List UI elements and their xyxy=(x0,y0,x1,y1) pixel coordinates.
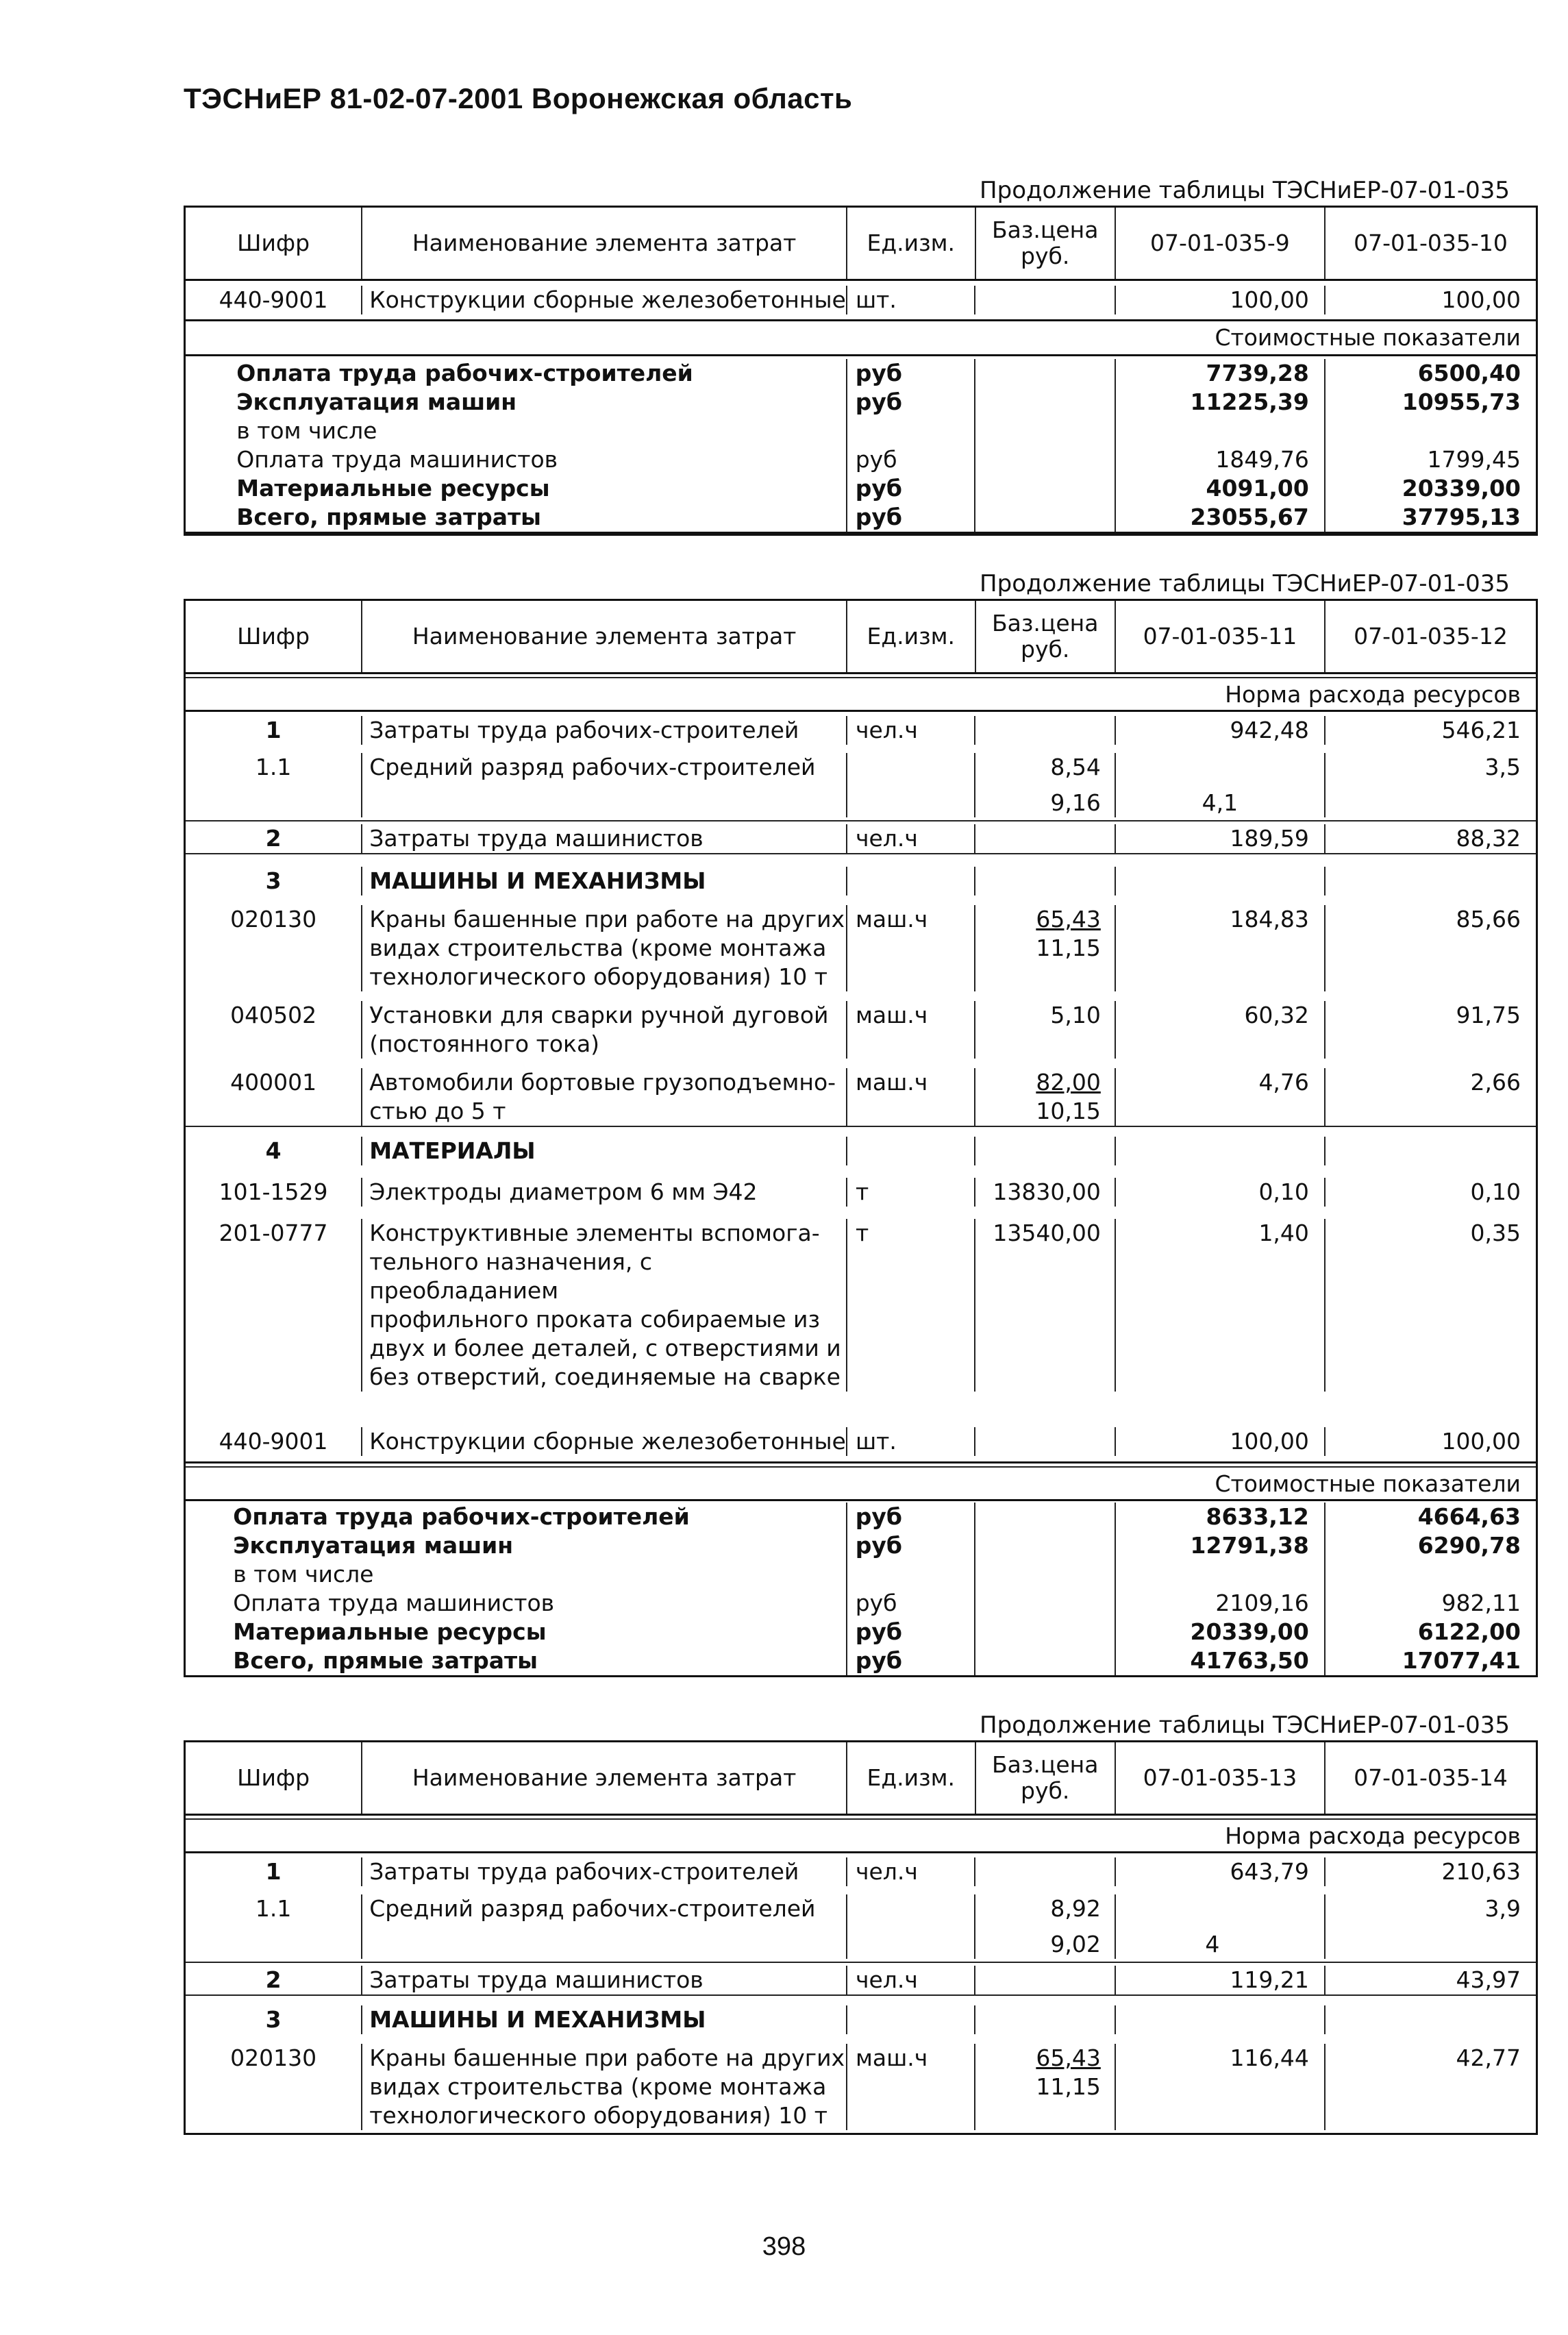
row-price: 65,43 11,15 xyxy=(974,905,1114,991)
row-value-a: 100,00 xyxy=(1115,286,1324,314)
row-value-b: 0,35 xyxy=(1324,1219,1536,1392)
col-price-header: Баз.цена руб. xyxy=(975,208,1115,279)
row-name: Конструктивные элементы вспомога- тельного назначения, с преобладанием профильного проката собираемые из двух и более деталей, с отверстиями и без отверстий, соединяемые на сварке xyxy=(361,1219,846,1392)
row-name: Краны башенные при работе на других видах строительства (кроме монтажа технологического оборудования) 10 т xyxy=(361,905,846,991)
cost-value-b: 6122,00 xyxy=(1324,1618,1536,1646)
section-title: Стоимостные показатели xyxy=(1215,1470,1521,1497)
row-price: 13830,00 xyxy=(974,1178,1114,1207)
cost-value-b: 20339,00 xyxy=(1324,474,1536,503)
row-value-b: 88,32 xyxy=(1324,824,1536,853)
row-unit: маш.ч xyxy=(846,2044,974,2130)
table-row xyxy=(186,1059,1536,1126)
col-code-header: Шифр xyxy=(237,230,310,256)
section-title: Норма расхода ресурсов xyxy=(1225,1823,1521,1849)
row-price: 8,92 9,02 xyxy=(974,1894,1114,1959)
row-code: 201-0777 xyxy=(219,1220,328,1246)
cost-value-a: 7739,28 xyxy=(1115,359,1324,388)
section-row xyxy=(186,678,1536,712)
cost-value-a: 4091,00 xyxy=(1115,474,1324,503)
cost-name: Эксплуатация машин xyxy=(233,1532,514,1559)
row-unit: маш.ч xyxy=(846,1001,974,1059)
cost-unit: руб xyxy=(846,1618,975,1646)
section-row xyxy=(186,1468,1536,1501)
row-code: 1.1 xyxy=(255,754,292,780)
cost-unit: руб xyxy=(846,388,975,417)
cost-name: в том числе xyxy=(236,417,377,444)
row-name: Средний разряд рабочих-строителей xyxy=(361,753,846,817)
table-row xyxy=(186,991,1536,1059)
row-price: 5,10 xyxy=(974,1001,1114,1059)
cost-unit: руб xyxy=(846,474,975,503)
row-price: 13540,00 xyxy=(974,1219,1114,1392)
cost-value-b: 10955,73 xyxy=(1324,388,1536,417)
row-unit: чел.ч xyxy=(846,824,974,853)
row-name: Автомобили бортовые грузоподъемно- стью до 5 т xyxy=(361,1068,846,1126)
table-caption: Продолжение таблицы ТЭСНиЕР-07-01-035 xyxy=(980,570,1510,597)
section-title: Норма расхода ресурсов xyxy=(1225,681,1521,708)
table-row xyxy=(186,1207,1536,1392)
row-code: 3 xyxy=(265,867,282,894)
row-value-a: 942,48 xyxy=(1115,716,1324,745)
cost-value-b: 6290,78 xyxy=(1324,1531,1536,1560)
col-code-header: Шифр xyxy=(237,623,310,650)
row-name: Затраты труда машинистов xyxy=(361,1966,846,1994)
col-norm-a-header: 07-01-035-9 xyxy=(1115,208,1324,279)
row-code: 1.1 xyxy=(255,1895,292,1922)
row-value-b: 100,00 xyxy=(1324,1427,1536,1456)
row-unit: маш.ч xyxy=(846,1068,974,1126)
row-name: Конструкции сборные железобетонные xyxy=(361,1427,846,1456)
col-name-header: Наименование элемента затрат xyxy=(361,601,846,672)
row-name: Электроды диаметром 6 мм Э42 xyxy=(361,1178,846,1207)
table-row xyxy=(186,895,1536,991)
table-row xyxy=(186,2034,1536,2133)
col-price-header: Баз.цена руб. xyxy=(975,1742,1115,1814)
row-value-b: 91,75 xyxy=(1324,1001,1536,1059)
table-row xyxy=(186,712,1536,745)
cost-block xyxy=(186,356,1536,534)
cost-value-b: 982,11 xyxy=(1324,1589,1536,1618)
table-row xyxy=(186,1886,1536,1959)
row-value-b: 546,21 xyxy=(1324,716,1536,745)
cost-value-a: 2109,16 xyxy=(1115,1589,1324,1618)
row-code: 440-9001 xyxy=(219,1428,328,1455)
cost-table-3 xyxy=(184,1740,1538,2135)
row-unit: т xyxy=(846,1178,974,1207)
row-value-b: 85,66 xyxy=(1324,905,1536,991)
row-unit: чел.ч xyxy=(846,716,974,745)
row-value-a: 4 xyxy=(1115,1894,1324,1959)
row-value-b: 43,97 xyxy=(1324,1966,1536,1994)
table-row xyxy=(186,1962,1536,1994)
col-name-header: Наименование элемента затрат xyxy=(361,208,846,279)
row-name: МАШИНЫ И МЕХАНИЗМЫ xyxy=(361,867,846,895)
table-row xyxy=(186,1994,1536,2034)
row-name: Конструкции сборные железобетонные xyxy=(361,286,846,314)
row-unit: чел.ч xyxy=(846,1966,974,1994)
row-value-a: 643,79 xyxy=(1115,1857,1324,1886)
cost-name: Всего, прямые затраты xyxy=(236,504,542,530)
row-value-a: 116,44 xyxy=(1115,2044,1324,2130)
row-name: Затраты труда рабочих-строителей xyxy=(361,716,846,745)
row-unit: шт. xyxy=(846,286,974,314)
row-name: Средний разряд рабочих-строителей xyxy=(361,1894,846,1959)
row-value-b: 2,66 xyxy=(1324,1068,1536,1126)
cost-name: Оплата труда рабочих-строителей xyxy=(236,360,693,386)
row-value-b: 42,77 xyxy=(1324,2044,1536,2130)
row-unit: т xyxy=(846,1219,974,1392)
row-value-a: 4,76 xyxy=(1115,1068,1324,1126)
row-code: 2 xyxy=(265,825,282,852)
cost-name: Оплата труда машинистов xyxy=(233,1590,555,1616)
row-name: Установки для сварки ручной дуговой (постоянного тока) xyxy=(361,1001,846,1059)
row-value-a: 4,1 xyxy=(1115,753,1324,817)
table-row xyxy=(186,745,1536,817)
row-code: 101-1529 xyxy=(219,1178,328,1205)
cost-value-b: 6500,40 xyxy=(1324,359,1536,388)
table-row xyxy=(186,853,1536,895)
row-name: Краны башенные при работе на других видах строительства (кроме монтажа технологического оборудования) 10 т xyxy=(361,2044,846,2130)
section-row xyxy=(186,321,1536,356)
row-value-b: 3,5 xyxy=(1324,753,1536,817)
row-unit: шт. xyxy=(846,1427,974,1456)
row-value-a: 100,00 xyxy=(1115,1427,1324,1456)
col-price-header: Баз.цена руб. xyxy=(975,601,1115,672)
row-price: 82,00 10,15 xyxy=(974,1068,1114,1126)
section-row xyxy=(186,1820,1536,1853)
row-value-b: 3,9 xyxy=(1324,1894,1536,1959)
cost-name: Эксплуатация машин xyxy=(236,388,517,415)
col-code-header: Шифр xyxy=(237,1764,310,1791)
cost-value-a: 1849,76 xyxy=(1115,445,1324,474)
col-name-header: Наименование элемента затрат xyxy=(361,1742,846,1814)
row-value-a: 60,32 xyxy=(1115,1001,1324,1059)
cost-block xyxy=(186,1501,1536,1675)
cost-table-2 xyxy=(184,599,1538,1677)
col-unit-header: Ед.изм. xyxy=(846,601,974,672)
row-value-a: 184,83 xyxy=(1115,905,1324,991)
cost-value-b: 1799,45 xyxy=(1324,445,1536,474)
row-code: 2 xyxy=(265,1966,282,1993)
cost-name: Оплата труда машинистов xyxy=(236,446,558,473)
cost-name: Оплата труда рабочих-строителей xyxy=(233,1503,690,1530)
row-name: Затраты труда машинистов xyxy=(361,824,846,853)
row-value-b: 210,63 xyxy=(1324,1857,1536,1886)
col-unit-header: Ед.изм. xyxy=(846,1742,974,1814)
cost-name: Материальные ресурсы xyxy=(236,475,550,502)
row-unit: маш.ч xyxy=(846,905,974,991)
cost-unit: руб xyxy=(846,445,975,474)
page-number: 398 xyxy=(762,2232,806,2261)
cost-unit: руб xyxy=(846,503,975,532)
table-row xyxy=(186,1126,1536,1165)
cost-unit: руб xyxy=(846,1531,975,1560)
col-norm-b-header: 07-01-035-10 xyxy=(1324,208,1536,279)
cost-value-a: 41763,50 xyxy=(1115,1646,1324,1675)
cost-name: Материальные ресурсы xyxy=(233,1618,547,1645)
col-unit-header: Ед.изм. xyxy=(846,208,974,279)
row-price: 65,43 11,15 xyxy=(974,2044,1114,2130)
col-norm-a-header: 07-01-035-13 xyxy=(1115,1742,1324,1814)
row-code: 040502 xyxy=(230,1002,317,1028)
col-norm-a-header: 07-01-035-11 xyxy=(1115,601,1324,672)
row-name: МАШИНЫ И МЕХАНИЗМЫ xyxy=(361,2005,846,2034)
page-header: ТЭСНиЕР 81-02-07-2001 Воронежская область xyxy=(184,82,853,114)
cost-value-a: 23055,67 xyxy=(1115,503,1324,532)
row-price: 8,54 9,16 xyxy=(974,753,1114,817)
cost-unit: руб xyxy=(846,1646,975,1675)
table-header xyxy=(186,601,1536,674)
cost-value-b: 17077,41 xyxy=(1324,1646,1536,1675)
col-norm-b-header: 07-01-035-12 xyxy=(1324,601,1536,672)
cost-value-a: 8633,12 xyxy=(1115,1503,1324,1531)
table-caption: Продолжение таблицы ТЭСНиЕР-07-01-035 xyxy=(980,177,1510,204)
row-name: МАТЕРИАЛЫ xyxy=(361,1137,846,1165)
table-row xyxy=(186,1165,1536,1207)
table-header xyxy=(186,1742,1536,1816)
table-header xyxy=(186,208,1536,281)
cost-table-1 xyxy=(184,206,1538,536)
row-value-a: 0,10 xyxy=(1115,1178,1324,1207)
cost-unit: руб xyxy=(846,1503,975,1531)
row-value-a: 1,40 xyxy=(1115,1219,1324,1392)
cost-value-a: 12791,38 xyxy=(1115,1531,1324,1560)
row-value-a: 189,59 xyxy=(1115,824,1324,853)
row-code: 1 xyxy=(265,717,282,743)
row-code: 020130 xyxy=(230,2044,317,2071)
table-row xyxy=(186,820,1536,853)
table-row xyxy=(186,1853,1536,1886)
row-code: 3 xyxy=(265,2006,282,2033)
row-code: 4 xyxy=(265,1137,282,1164)
cost-value-a: 11225,39 xyxy=(1115,388,1324,417)
section-title: Стоимостные показатели xyxy=(1215,324,1521,351)
row-code: 1 xyxy=(265,1858,282,1885)
row-unit: чел.ч xyxy=(846,1857,974,1886)
cost-name: Всего, прямые затраты xyxy=(233,1647,538,1674)
cost-unit: руб xyxy=(846,1589,975,1618)
row-code: 400001 xyxy=(230,1069,317,1096)
cost-value-b: 37795,13 xyxy=(1324,503,1536,532)
row-code: 020130 xyxy=(230,906,317,932)
row-value-b: 100,00 xyxy=(1324,286,1536,314)
col-norm-b-header: 07-01-035-14 xyxy=(1324,1742,1536,1814)
cost-value-b: 4664,63 xyxy=(1324,1503,1536,1531)
row-value-a: 119,21 xyxy=(1115,1966,1324,1994)
row-code: 440-9001 xyxy=(219,286,328,313)
table-caption: Продолжение таблицы ТЭСНиЕР-07-01-035 xyxy=(980,1712,1510,1739)
row-value-b: 0,10 xyxy=(1324,1178,1536,1207)
cost-unit: руб xyxy=(846,359,975,388)
row-price xyxy=(974,286,1114,314)
table-row xyxy=(186,1392,1536,1463)
row-name: Затраты труда рабочих-строителей xyxy=(361,1857,846,1886)
cost-name: в том числе xyxy=(233,1561,374,1587)
cost-value-a: 20339,00 xyxy=(1115,1618,1324,1646)
table-row xyxy=(186,281,1536,321)
